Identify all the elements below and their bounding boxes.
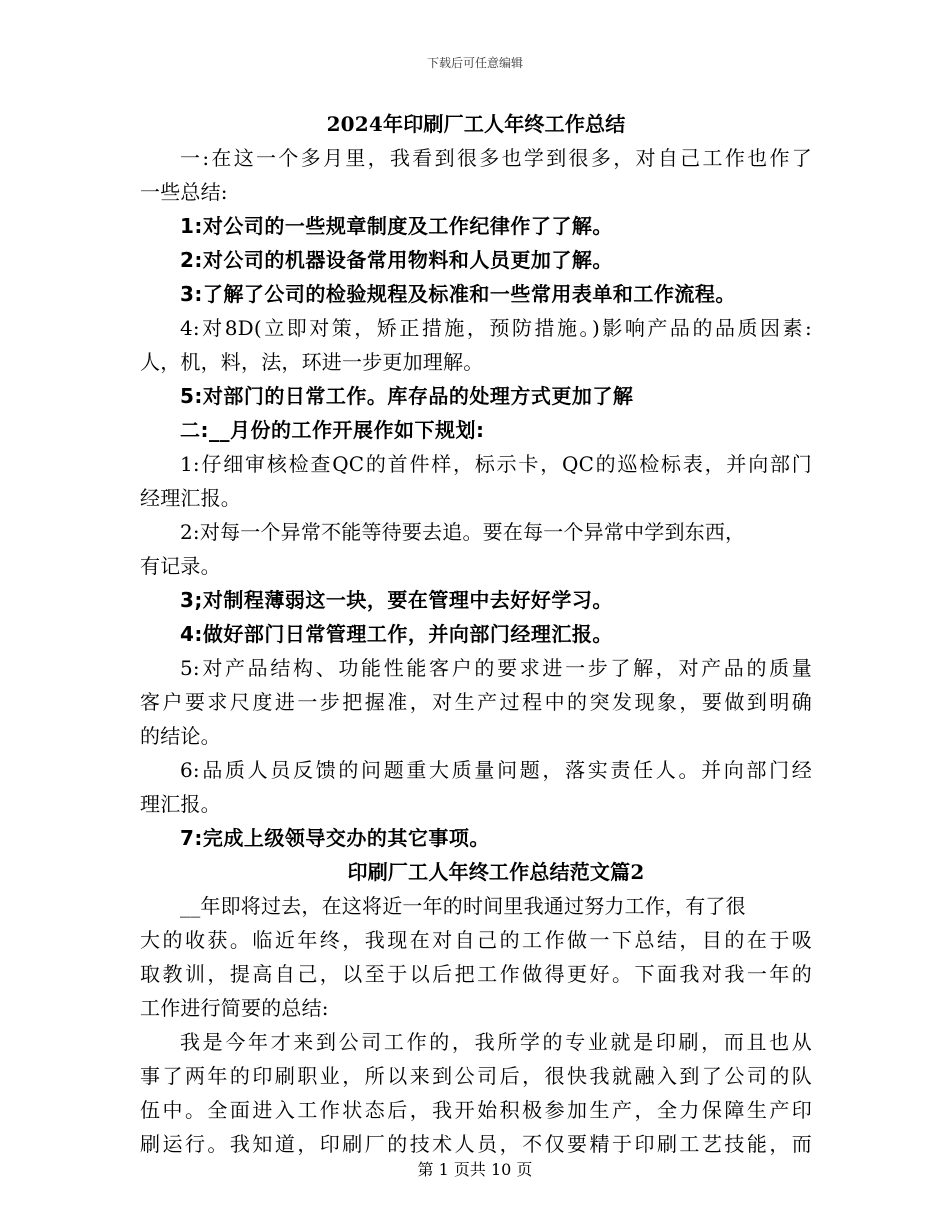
bold-item-line: 1:对公司的一些规章制度及工作纪律作了了解。 (180, 214, 613, 238)
text-line: 6:品质人员反馈的问题重大质量问题，落实责任人。并向部门经 (180, 758, 812, 782)
page-header: 下载后可任意编辑 (426, 56, 523, 70)
text-line: 一:在这一个多月里，我看到很多也学到很多，对自己工作也作了 (180, 146, 812, 170)
bold-item-line: 5:对部门的日常工作。库存品的处理方式更加了解 (180, 384, 634, 408)
bold-item-line: 4:做好部门日常管理工作，并向部门经理汇报。 (180, 622, 613, 646)
bold-item-line: 7:完成上级领导交办的其它事项。 (180, 826, 490, 850)
section-title: 2024年印刷厂工人年终工作总结 (326, 112, 626, 136)
bold-item-line: 二:__月份的工作开展作如下规划: (180, 418, 485, 442)
text-line: 事了两年的印刷职业，所以来到公司后，很快我就融入到了公司的队 (140, 1064, 812, 1088)
page-footer: 第 1 页共 10 页 (417, 1160, 533, 1179)
text-line: 2:对每一个异常不能等待要去追。要在每一个异常中学到东西， (180, 520, 746, 544)
bold-item-line: 2:对公司的机器设备常用物料和人员更加了解。 (180, 248, 613, 272)
text-line: 客户要求尺度进一步把握准，对生产过程中的突发现象，要做到明确 (140, 690, 812, 714)
text-line: 的结论。 (140, 724, 221, 748)
text-line: 伍中。全面进入工作状态后，我开始积极参加生产，全力保障生产印 (140, 1098, 812, 1122)
bold-item-line: 3:了解了公司的检验规程及标准和一些常用表单和工作流程。 (180, 282, 736, 306)
section-title: 印刷厂工人年终工作总结范文篇2 (347, 860, 645, 884)
text-line: 大的收获。临近年终，我现在对自己的工作做一下总结，目的在于吸 (140, 928, 812, 952)
text-line: 刷运行。我知道，印刷厂的技术人员，不仅要精于印刷工艺技能，而 (140, 1132, 812, 1156)
text-line: 理汇报。 (140, 792, 221, 816)
text-line: 工作进行简要的总结: (140, 996, 329, 1020)
bold-item-line: 3;对制程薄弱这一块，要在管理中去好好学习。 (180, 588, 613, 612)
text-line: __年即将过去，在这将近一年的时间里我通过努力工作，有了很 (180, 894, 746, 918)
text-line: 人，机，料，法，环进一步更加理解。 (140, 350, 484, 374)
text-line: 有记录。 (140, 554, 221, 578)
text-line: 经理汇报。 (140, 486, 241, 510)
text-line: 一些总结: (140, 180, 228, 204)
text-line: 我是今年才来到公司工作的，我所学的专业就是印刷，而且也从 (180, 1030, 812, 1054)
document-body (140, 107, 812, 1161)
text-line: 4:对8D(立即对策，矫正措施，预防措施。)影响产品的品质因素: (180, 316, 812, 340)
text-line: 5:对产品结构、功能性能客户的要求进一步了解，对产品的质量 (180, 656, 812, 680)
text-line: 1:仔细审核检查QC的首件样，标示卡，QC的巡检标表，并向部门 (180, 452, 812, 476)
text-line: 取教训，提高自己，以至于以后把工作做得更好。下面我对我一年的 (140, 962, 812, 986)
